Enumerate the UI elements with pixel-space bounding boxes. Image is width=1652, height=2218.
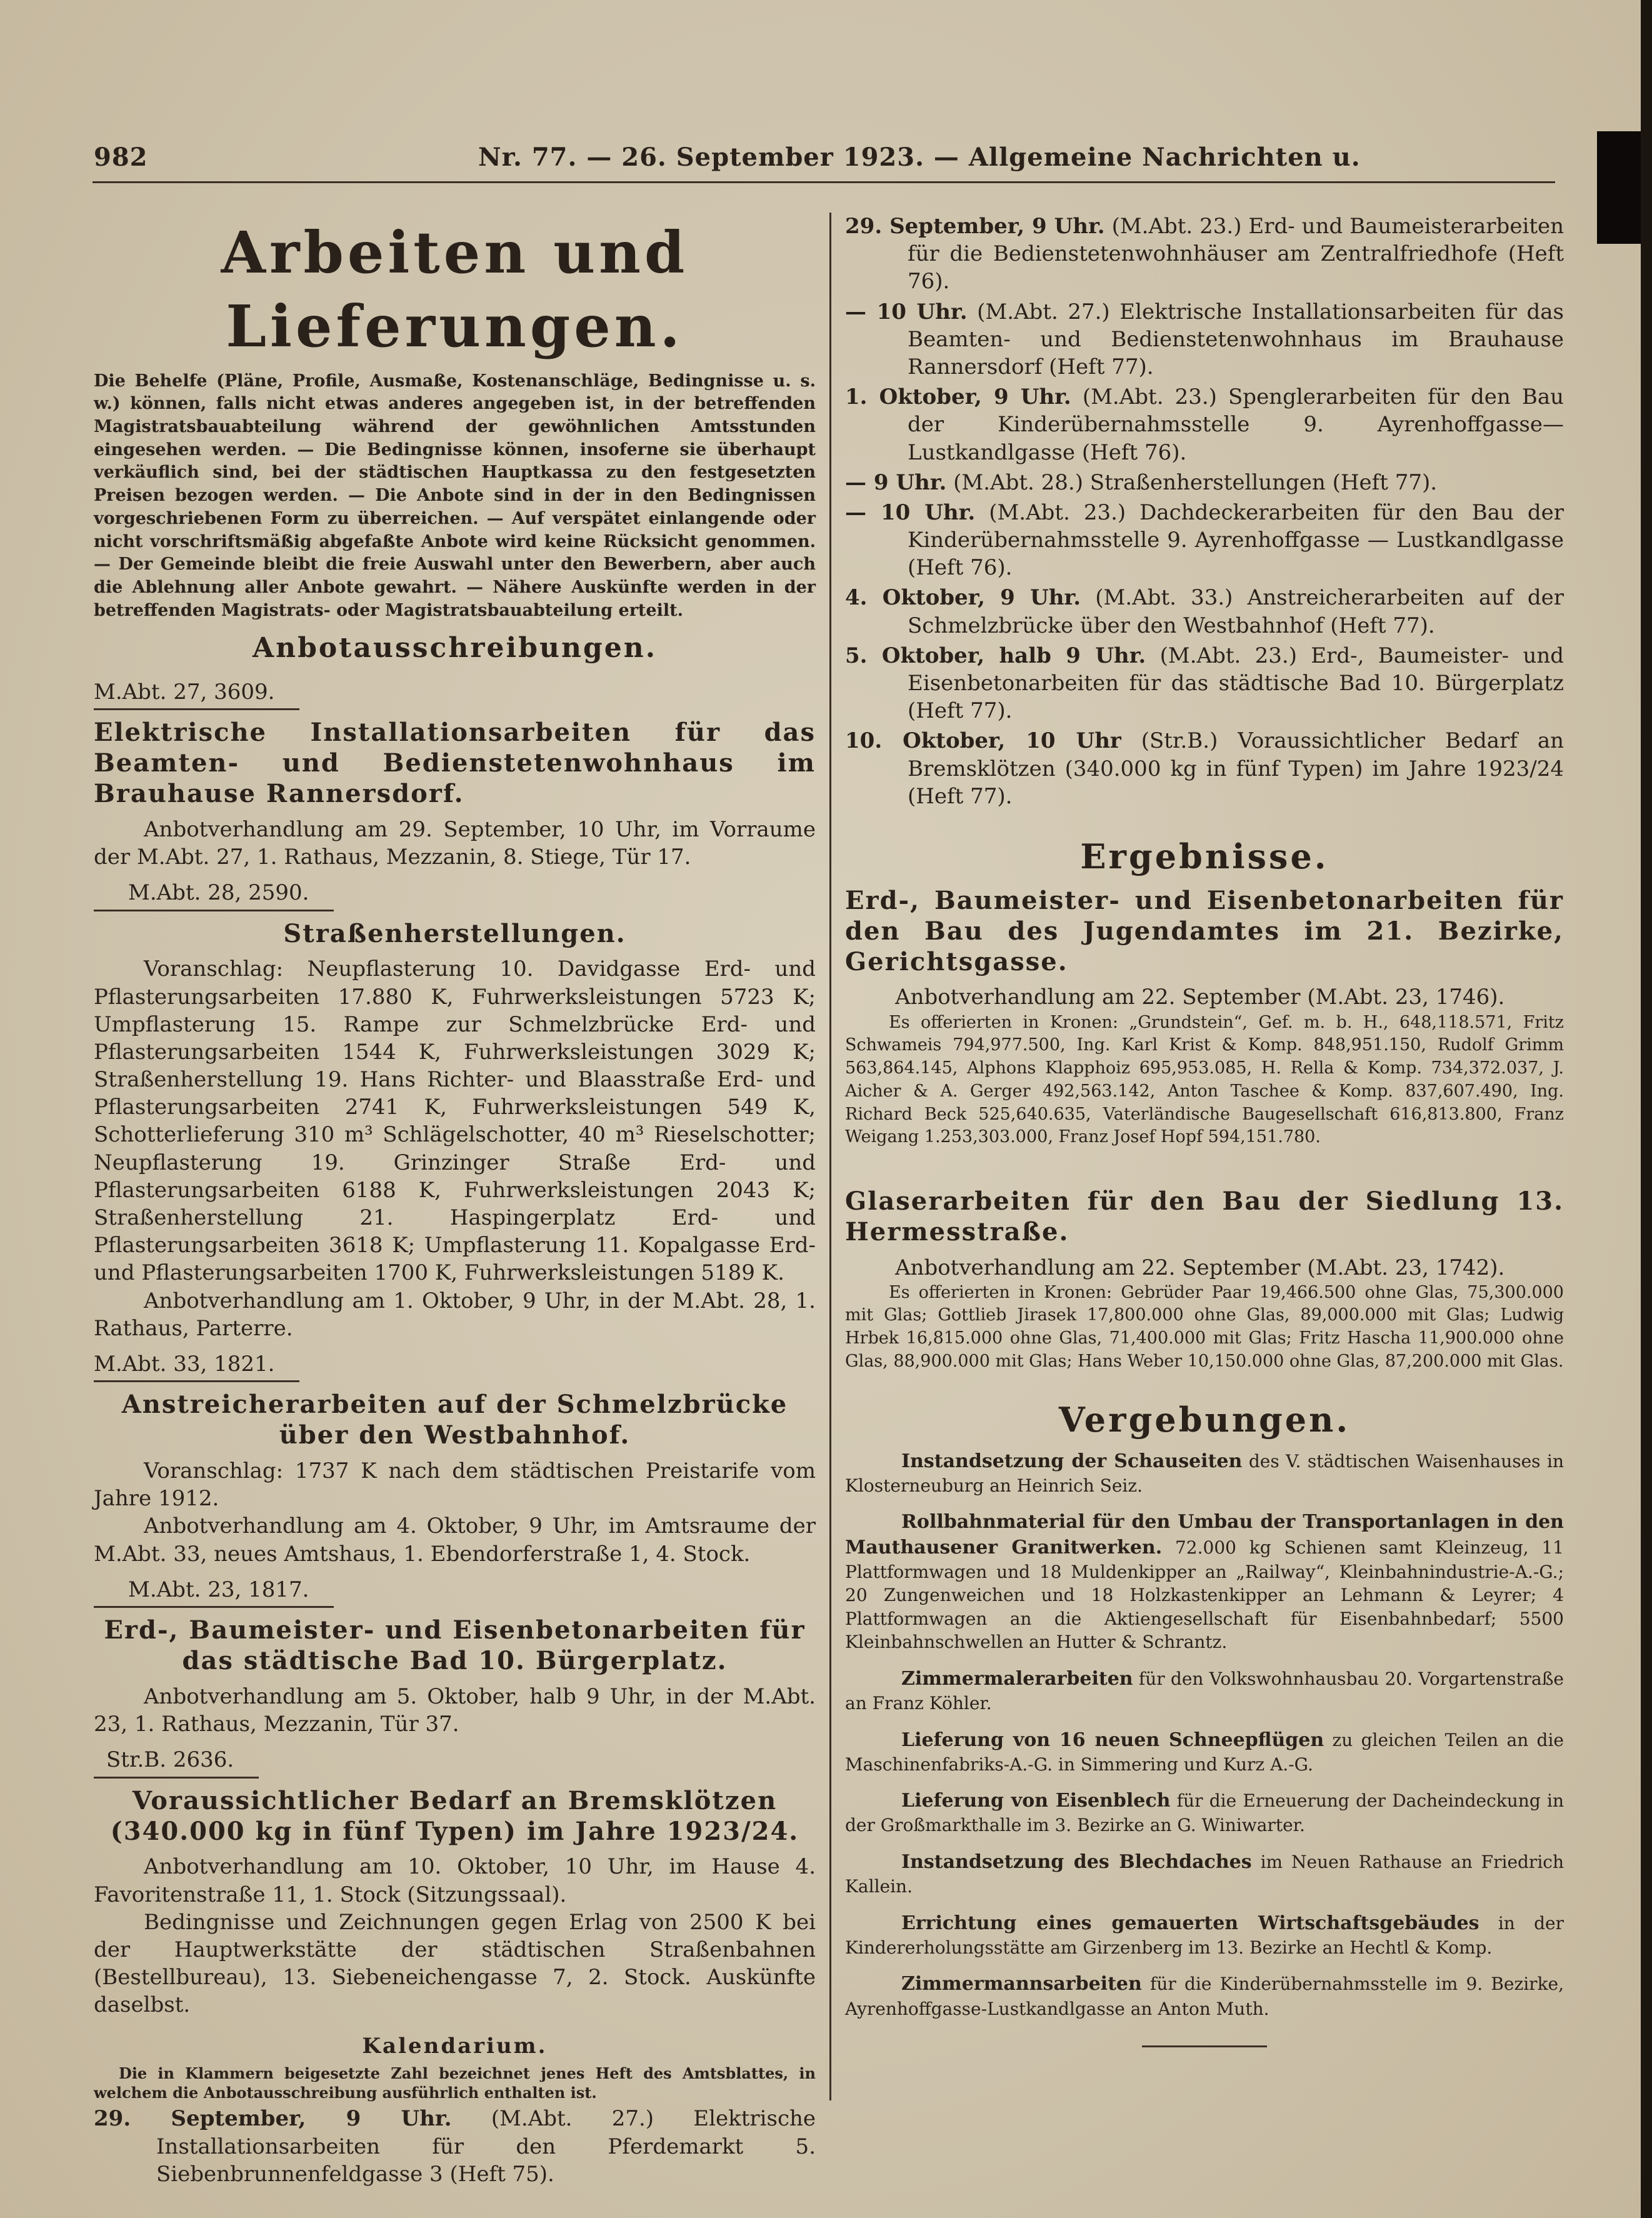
entry-text: (M.Abt. 27.) Elektrische Installationsarbeiten für das Beamten- und Bedienstetenwohnhaus im Brauhause Rannersdorf (Heft 77). bbox=[908, 299, 1564, 379]
tender-text: Anbotverhandlung am 29. September, 10 Uhr, im Vorraume der M.Abt. 27, 1. Rathaus, Mezzanin, 8. Stiege, Tür 17. bbox=[94, 816, 816, 870]
vergebung-item bbox=[845, 1510, 1564, 1653]
running-title: Nr. 77. — 26. September 1923. — Allgemeine Nachrichten u. bbox=[478, 143, 1361, 172]
vergebung-lead: Instandsetzung der Schauseiten bbox=[901, 1450, 1243, 1472]
vergebung-text: zu gleichen Teilen an die Maschinenfabriks-A.-G. in Simmering und Kurz A.-G. bbox=[845, 1729, 1564, 1775]
tender-2 bbox=[94, 871, 816, 1342]
entry-date: 29. September, 9 Uhr. bbox=[845, 214, 1105, 239]
kalendarium-entry bbox=[845, 642, 1564, 725]
vergebung-text: in der Kindererholungsstätte am Girzenberg im 13. Bezirke an Hechtl & Komp. bbox=[845, 1912, 1564, 1958]
vergebung-item bbox=[845, 1911, 1564, 1960]
kalendarium-entry bbox=[845, 298, 1564, 381]
tender-ref: M.Abt. 23, 1817. bbox=[94, 1577, 334, 1608]
entry-date: 5. Oktober, halb 9 Uhr. bbox=[845, 643, 1146, 668]
tender-ref: Str.B. 2636. bbox=[94, 1747, 259, 1779]
tender-3 bbox=[94, 1342, 816, 1568]
vergebung-item bbox=[845, 1850, 1564, 1899]
tender-text: Voranschlag: 1737 K nach dem städtischen Preistarife vom Jahre 1912. bbox=[94, 1458, 816, 1512]
anbot-heading: Anbotausschreibungen. bbox=[252, 632, 658, 665]
entry-text: (M.Abt. 23.) Erd- und Baumeisterarbeiten für die Bedienstetenwohnhäuser am Zentralfriedhofe (Heft 76). bbox=[908, 214, 1564, 294]
kalendarium-entry bbox=[845, 584, 1564, 639]
right-column bbox=[845, 213, 1564, 2047]
ergebnisse-heading: Ergebnisse. bbox=[1080, 836, 1329, 876]
entry-date: 1. Oktober, 9 Uhr. bbox=[845, 384, 1071, 410]
kalendarium-entry bbox=[845, 469, 1564, 496]
entry-text: (M.Abt. 33.) Anstreicherarbeiten auf der Schmelzbrücke über den Westbahnhof (Heft 77). bbox=[908, 585, 1564, 638]
column-divider bbox=[829, 213, 831, 2100]
tender-4 bbox=[94, 1568, 816, 1738]
entry-date: 4. Oktober, 9 Uhr. bbox=[845, 585, 1081, 611]
tender-ref: M.Abt. 33, 1821. bbox=[94, 1351, 299, 1383]
ergebnis-offers: Es offerierten in Kronen: „Grundstein“, Gef. m. b. H., 648,118.571, Fritz Schwameis 794,977.500, Ing. Karl Krist & Komp. 848,951.150, Rudolf Grimm 563,864.145, Alphons Klapphoiz 695,953.085, H. Rella & Komp. 734,372.037, J. Aicher & A. Gerger 492,563.142, Anton Taschee & Komp. 837,607.490, Ing. Richard Beck 525,640.635, Vaterländische Baugesellschaft 616,813.800, Franz Weigang 1.253,303.000, Franz Josef Hopf 594,151.780. bbox=[845, 1012, 1564, 1147]
ergebnis-verhandlung: Anbotverhandlung am 22. September (M.Abt. 23, 1742). bbox=[895, 1255, 1505, 1280]
vergebung-lead: Lieferung von Eisenblech bbox=[901, 1790, 1171, 1812]
kalendarium-note: Die in Klammern beigesetzte Zahl bezeichnet jenes Heft des Amtsblattes, in welchem die Anbotausschreibung ausführlich enthalten ist. bbox=[94, 2064, 816, 2102]
vergebung-item bbox=[845, 1449, 1564, 1498]
page-number: 982 bbox=[94, 143, 148, 172]
entry-text: (M.Abt. 27.) Elektrische Installationsarbeiten für den Pferdemarkt 5. Siebenbrunnenfeldgasse 3 (Heft 75). bbox=[156, 2106, 816, 2187]
kalendarium-entry bbox=[845, 213, 1564, 296]
tender-ref: M.Abt. 28, 2590. bbox=[94, 880, 334, 911]
ergebnis-verhandlung: Anbotverhandlung am 22. September (M.Abt. 23, 1746). bbox=[895, 985, 1505, 1010]
tender-text: Bedingnisse und Zeichnungen gegen Erlag von 2500 K bei der Hauptwerkstätte der städtischen Straßenbahnen (Bestellbureau), 13. Siebeneichengasse 7, 2. Stock. Auskünfte daselbst. bbox=[94, 1909, 816, 2018]
main-title: Arbeiten und Lieferungen. bbox=[221, 219, 689, 360]
entry-date: — 10 Uhr. bbox=[845, 499, 976, 525]
vergebung-text: für den Volkswohnhausbau 20. Vorgartenstraße an Franz Köhler. bbox=[845, 1668, 1564, 1714]
intro-paragraph: Die Behelfe (Pläne, Profile, Ausmaße, Kostenanschläge, Bedingnisse u. s. w.) können, falls nicht etwas anderes angegeben ist, in der betreffenden Magistratsbauabteilung während der gewöhnlichen Amtsstunden eingesehen werden. — Die Bedingnisse können, insoferne sie überhaupt verkäuflich sind, bei der städtischen Hauptkassa zu den festgesetzten Preisen bezogen werden. — Die Anbote sind in der in den Bedingnissen vorgeschriebenen Form zu überreichen. — Auf verspätet einlangende oder nicht vorschriftsmäßig abgefaßte Anbote wird keine Rücksicht genommen. — Der Gemeinde bleibt die freie Auswahl unter den Bewerbern, aber auch die Ablehnung aller Anbote gewahrt. — Nähere Auskünfte werden in der betreffenden Magistrats- oder Magistratsbauabteilung erteilt. bbox=[94, 371, 816, 620]
tender-title: Elektrische Installationsarbeiten für das Beamten- und Bedienstetenwohnhaus im Brauhause Rannersdorf. bbox=[94, 718, 816, 808]
tender-1 bbox=[94, 670, 816, 871]
vergebung-lead: Errichtung eines gemauerten Wirtschaftsgebäudes bbox=[901, 1912, 1479, 1934]
header-rule bbox=[93, 181, 1555, 183]
vergebungen-heading: Vergebungen. bbox=[1058, 1399, 1351, 1440]
entry-text: (Str.B.) Voraussichtlicher Bedarf an Bremsklötzen (340.000 kg in fünf Typen) im Jahre 1923/24 (Heft 77). bbox=[908, 728, 1564, 809]
vergebung-text: für die Kinderübernahmsstelle im 9. Bezirke, Ayrenhoffgasse-Lustkandlgasse an Anton Muth. bbox=[845, 1974, 1564, 2019]
vergebung-lead: Lieferung von 16 neuen Schneepflügen bbox=[901, 1729, 1324, 1751]
entry-date: — 9 Uhr. bbox=[845, 469, 947, 495]
kalendarium-entry bbox=[94, 2105, 816, 2188]
vergebung-lead: Zimmermalerarbeiten bbox=[901, 1667, 1133, 1690]
entry-date: — 10 Uhr. bbox=[845, 299, 968, 324]
entry-text: (M.Abt. 28.) Straßenherstellungen (Heft 77). bbox=[953, 469, 1438, 495]
ergebnis-title: Glaserarbeiten für den Bau der Siedlung 13. Hermesstraße. bbox=[845, 1186, 1564, 1247]
kalendarium-entry bbox=[845, 499, 1564, 582]
page-header bbox=[94, 143, 1544, 174]
tender-title: Erd-, Baumeister- und Eisenbetonarbeiten für das städtische Bad 10. Bürgerplatz. bbox=[104, 1615, 806, 1676]
tender-5 bbox=[94, 1738, 816, 2019]
vergebung-lead: Instandsetzung des Blechdaches bbox=[901, 1850, 1252, 1873]
kalendarium-entry bbox=[845, 727, 1564, 810]
vergebung-item bbox=[845, 1972, 1564, 2020]
entry-text: (M.Abt. 23.) Spenglerarbeiten für den Bau der Kinderübernahmsstelle 9. Ayrenhoffgasse—Lustkandlgasse (Heft 76). bbox=[908, 384, 1564, 465]
vergebung-item bbox=[845, 1667, 1564, 1715]
tender-title: Voraussichtlicher Bedarf an Bremsklötzen (340.000 kg in fünf Typen) im Jahre 1923/24. bbox=[110, 1785, 799, 1846]
end-rule bbox=[1142, 2045, 1267, 2047]
tender-title: Anstreicherarbeiten auf der Schmelzbrücke über den Westbahnhof. bbox=[121, 1390, 788, 1450]
tender-title: Straßenherstellungen. bbox=[283, 918, 626, 948]
tender-text: Voranschlag: Neupflasterung 10. Davidgasse Erd- und Pflasterungsarbeiten 17.880 K, Fuhrwerksleistungen 5723 K; Umpflasterung 15. Rampe zur Schmelzbrücke Erd- und Pflasterungsarbeiten 1544 K, Fuhrwerksleistungen 3029 K; Straßenherstellung 19. Hans Richter- und Blaasstraße Erd- und Pflasterungsarbeiten 2741 K, Fuhrwerksleistungen 549 K, Schotterlieferung 310 m³ Schlägelschotter, 40 m³ Rieselschotter; Neupflasterung 19. Grinzinger Straße Erd- und Pflasterungsarbeiten 6188 K, Fuhrwerksleistungen 2043 K; Straßenherstellung 21. Haspingerplatz Erd- und Pflasterungsarbeiten 3618 K; Umpflasterung 11. Kopalgasse Erd- und Pflasterungsarbeiten 1700 K, Fuhrwerksleistungen 5189 K. bbox=[94, 956, 816, 1286]
left-column bbox=[94, 213, 816, 2188]
vergebung-item bbox=[845, 1789, 1564, 1837]
entry-text: (M.Abt. 23.) Erd-, Baumeister- und Eisenbetonarbeiten für das städtische Bad 10. Bürgerplatz (Heft 77). bbox=[908, 643, 1564, 724]
ergebnis-1 bbox=[845, 886, 1564, 1149]
vergebung-text: des V. städtischen Waisenhauses in Klosterneuburg an Heinrich Seiz. bbox=[845, 1450, 1564, 1496]
tender-text: Anbotverhandlung am 5. Oktober, halb 9 Uhr, in der M.Abt. 23, 1. Rathaus, Mezzanin, Tür 37. bbox=[94, 1684, 816, 1737]
vergebung-text: für die Erneuerung der Dacheindeckung in der Großmarkthalle im 3. Bezirke an G. Winiwarter. bbox=[845, 1790, 1564, 1836]
tender-text: Anbotverhandlung am 10. Oktober, 10 Uhr, im Hause 4. Favoritenstraße 11, 1. Stock (Sitzungssaal). bbox=[94, 1854, 816, 1907]
kalendarium-heading: Kalendarium. bbox=[362, 2033, 548, 2059]
ergebnis-title: Erd-, Baumeister- und Eisenbetonarbeiten für den Bau des Jugendamtes im 21. Bezirke, Gerichtsgasse. bbox=[845, 886, 1564, 976]
vergebung-text: im Neuen Rathause an Friedrich Kallein. bbox=[845, 1851, 1564, 1897]
entry-text: (M.Abt. 23.) Dachdeckerarbeiten für den Bau der Kinderübernahmsstelle 9. Ayrenhoffgasse — Lustkandlgasse (Heft 76). bbox=[908, 499, 1564, 581]
vergebung-lead: Zimmermannsarbeiten bbox=[901, 1973, 1142, 1995]
torn-edge bbox=[1597, 131, 1641, 244]
tender-text: Anbotverhandlung am 1. Oktober, 9 Uhr, in der M.Abt. 28, 1. Rathaus, Parterre. bbox=[94, 1288, 816, 1341]
entry-date: 29. September, 9 Uhr. bbox=[94, 2106, 452, 2132]
vergebung-item bbox=[845, 1728, 1564, 1777]
tender-text: Anbotverhandlung am 4. Oktober, 9 Uhr, im Amtsraume der M.Abt. 33, neues Amtshaus, 1. Ebendorferstraße 1, 4. Stock. bbox=[94, 1513, 816, 1567]
entry-date: 10. Oktober, 10 Uhr bbox=[845, 728, 1121, 754]
vergebung-lead: Rollbahnmaterial für den Umbau der Transportanlagen in den Mauthausener Granitwerken. bbox=[845, 1511, 1564, 1558]
vergebung-text: 72.000 kg Schienen samt Kleinzeug, 11 Plattformwagen und 18 Muldenkipper an „Railway“, Kleinbahnindustrie-A.-G.; 20 Zungenweichen und 18 Holzkastenkipper an Lehmann & Leyrer; 4 Plattformwagen an die Aktiengesellschaft für Eisenbahnbedarf; 5500 Kleinbahnschwellen an Hutter & Schrantz. bbox=[845, 1537, 1564, 1653]
tender-ref: M.Abt. 27, 3609. bbox=[94, 679, 299, 711]
ergebnis-offers: Es offerierten in Kronen: Gebrüder Paar 19,466.500 ohne Glas, 75,300.000 mit Glas; Gottlieb Jirasek 17,800.000 ohne Glas, 89,000.000 mit Glas; Ludwig Hrbek 16,815.000 ohne Glas, 71,400.000 mit Glas; Fritz Hascha 11,900.000 ohne Glas, 88,900.000 mit Glas; Hans Weber 10,150.000 ohne Glas, 87,200.000 mit Glas. bbox=[845, 1282, 1564, 1371]
ergebnis-2 bbox=[845, 1187, 1564, 1373]
kalendarium-entry bbox=[845, 383, 1564, 466]
